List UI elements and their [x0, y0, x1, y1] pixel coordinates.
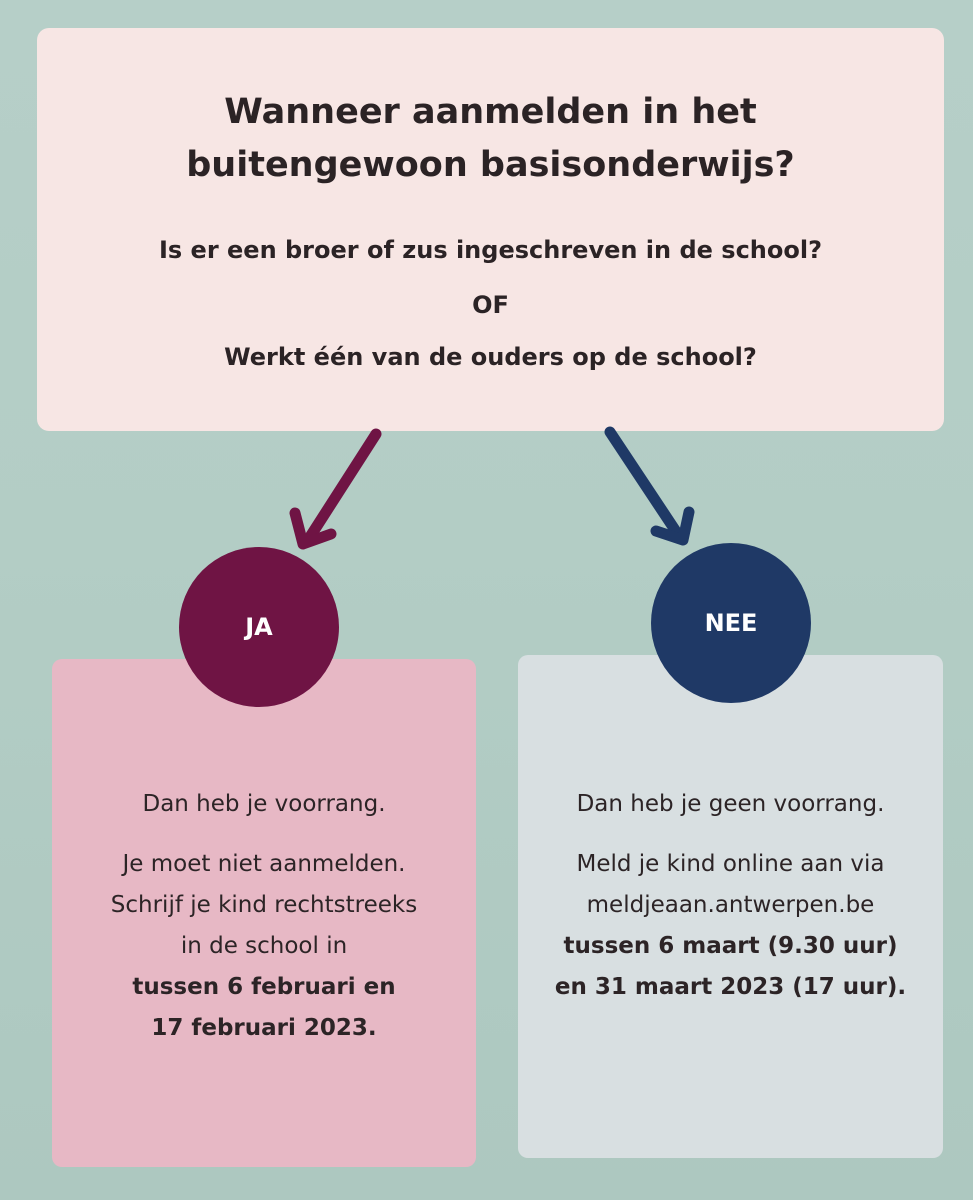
title-line-1: Wanneer aanmelden in het: [224, 92, 757, 132]
nee-instructions: [518, 844, 943, 1008]
ja-date-line-1: tussen 6 februari en: [132, 974, 396, 1000]
ja-line-1: Dan heb je voorrang.: [142, 791, 386, 817]
question-parent-works: Werkt één van de ouders op de school?: [224, 343, 757, 371]
arrow-to-nee: [610, 432, 689, 540]
title-line-2: buitengewoon basisonderwijs?: [186, 145, 795, 185]
question-sibling: Is er een broer of zus ingeschreven in de school?: [158, 236, 823, 264]
ja-line-3: Schrijf je kind rechtstreeks: [110, 892, 418, 918]
ja-circle: [179, 547, 339, 707]
ja-line-4: in de school in: [180, 933, 348, 959]
ja-priority-text: [52, 784, 476, 825]
nee-website: meldjeaan.antwerpen.be: [586, 892, 875, 918]
nee-label: NEE: [704, 609, 758, 637]
ja-instructions: [52, 844, 476, 1049]
nee-date-line-2: en 31 maart 2023 (17 uur).: [554, 974, 907, 1000]
or-label: OF: [472, 291, 509, 319]
nee-circle: [651, 543, 811, 703]
nee-priority-text: [518, 784, 943, 825]
nee-date-line-1: tussen 6 maart (9.30 uur): [563, 933, 898, 959]
ja-label: JA: [245, 613, 273, 641]
nee-line-1: Dan heb je geen voorrang.: [576, 791, 885, 817]
ja-answer-box: [52, 659, 476, 1167]
arrow-to-ja: [295, 434, 376, 544]
ja-line-2: Je moet niet aanmelden.: [122, 851, 406, 877]
nee-line-2: Meld je kind online aan via: [576, 851, 885, 877]
ja-date-line-2: 17 februari 2023.: [151, 1015, 377, 1041]
nee-answer-box: [518, 655, 943, 1158]
